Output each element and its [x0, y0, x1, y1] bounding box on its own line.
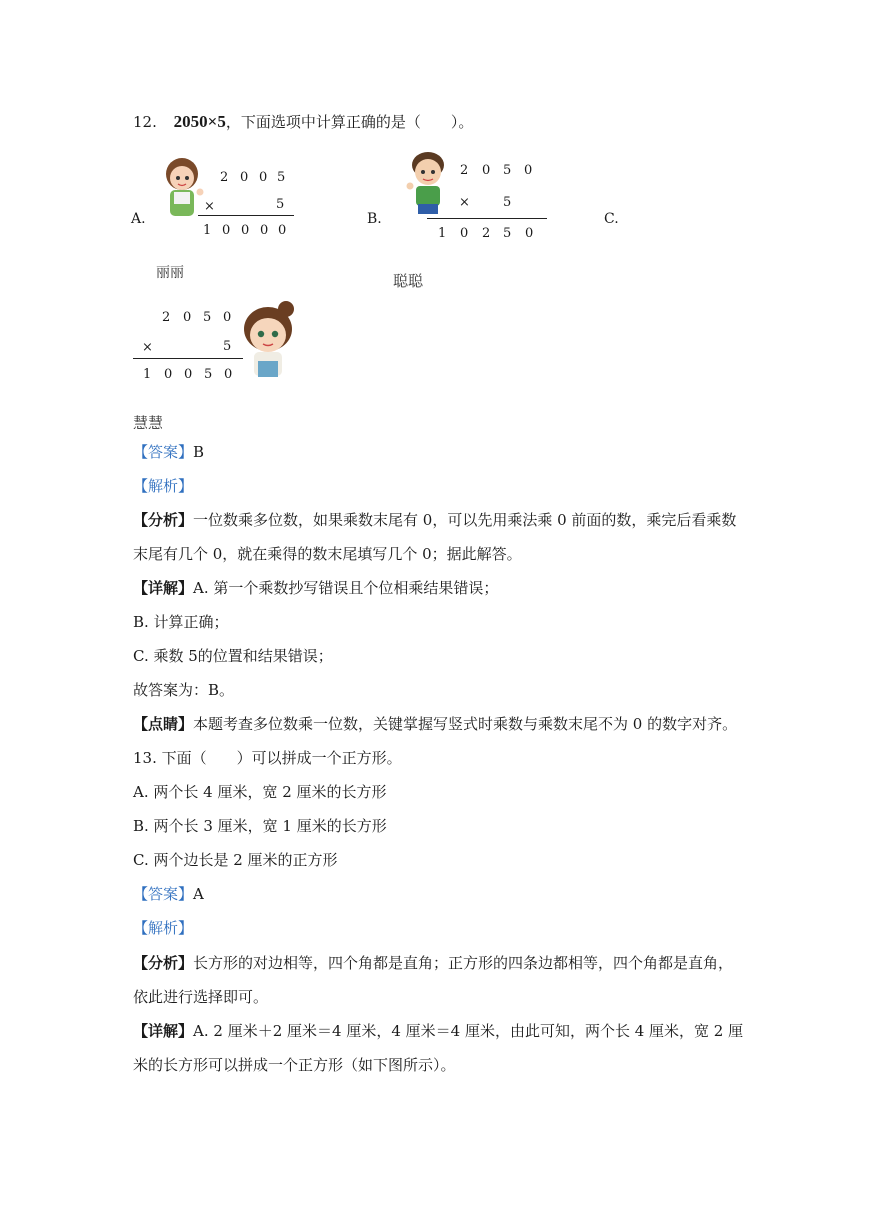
- calc-a-result-digit: 0: [278, 223, 287, 238]
- fenxi-tag: 【分析】: [133, 511, 194, 529]
- q12-answer: [133, 442, 204, 462]
- calc-a-top-digit: 0: [259, 170, 268, 185]
- calc-b-rule: [427, 218, 547, 219]
- calc-b-result-digit: 0: [460, 226, 469, 241]
- q12-xiangjie-line-1: [133, 578, 498, 598]
- q12-fenxi-line-2: 末尾有几个 0，就在乘得的数末尾填写几个 0；据此解答。: [133, 545, 522, 563]
- calc-c-result-digit: 5: [204, 367, 213, 382]
- q13-xiangjie-line-2: 米的长方形可以拼成一个正方形（如下图所示）。: [133, 1056, 456, 1074]
- calc-c-top-digit: 0: [183, 310, 192, 325]
- name-lili: 丽丽: [156, 265, 184, 281]
- calc-a-rule: [198, 215, 294, 216]
- calc-a-top-digit: 0: [240, 170, 249, 185]
- calc-a-result-digit: 0: [222, 223, 231, 238]
- fenxi-tag: 【分析】: [133, 954, 194, 972]
- calc-c-times-sign: ×: [142, 340, 153, 355]
- girl-huihui-illustration: [234, 299, 304, 381]
- q13-xiangjie-line-1: [133, 1021, 743, 1041]
- calc-a-result-digit: 0: [241, 223, 250, 238]
- answer-value: B: [193, 443, 205, 461]
- calc-b-top-digit: 2: [460, 163, 469, 178]
- calc-c-result-digit: 0: [224, 367, 233, 382]
- boy-congcong-illustration: [404, 148, 452, 216]
- calc-c-top-digit: 5: [203, 310, 212, 325]
- calc-c-result-digit: 0: [164, 367, 173, 382]
- calc-c-rule: [133, 358, 243, 359]
- calc-a-top-digit: 5: [277, 170, 286, 185]
- xiangjie-text: A. 2 厘米＋2 厘米＝4 厘米，4 厘米＝4 厘米，由此可知，两个长 4 厘米，宽 2 厘: [193, 1022, 744, 1040]
- q13-fenxi-line-1: [133, 953, 733, 973]
- q13-option-a: A. 两个长 4 厘米，宽 2 厘米的长方形: [133, 783, 387, 801]
- calc-c-result-digit: 1: [143, 367, 152, 382]
- answer-tag: 【答案】: [133, 443, 194, 461]
- fenxi-text: 一位数乘多位数，如果乘数末尾有 0，可以先用乘法乘 0 前面的数，乘完后看乘数: [193, 511, 737, 529]
- answer-value: A: [193, 885, 204, 903]
- q12-number: 12.: [133, 113, 157, 131]
- option-b-label: B.: [367, 211, 382, 227]
- q12-analysis-tag: 【解析】: [133, 477, 194, 495]
- calc-b-multiplier: 5: [503, 195, 512, 210]
- xiangjie-text: A. 第一个乘数抄写错误且个位相乘结果错误；: [193, 579, 499, 597]
- xiangjie-tag: 【详解】: [133, 1022, 194, 1040]
- girl-lili-illustration: [158, 156, 210, 218]
- calc-c-multiplier: 5: [223, 339, 232, 354]
- q13-analysis-tag: 【解析】: [133, 919, 194, 937]
- calc-a-multiplier: 5: [276, 197, 285, 212]
- calc-b-times-sign: ×: [459, 195, 470, 210]
- q13-fenxi-line-2: 依此进行选择即可。: [133, 988, 269, 1006]
- calc-b-result-digit: 2: [482, 226, 491, 241]
- q12-expression: 2050×5: [173, 112, 226, 131]
- dianjing-text: 本题考查多位数乘一位数，关键掌握写竖式时乘数与乘数末尾不为 0 的数字对齐。: [193, 715, 738, 733]
- q13-question: 13. 下面（ ）可以拼成一个正方形。: [133, 749, 402, 767]
- dianjing-tag: 【点睛】: [133, 715, 194, 733]
- calc-a-result-digit: 1: [203, 223, 212, 238]
- fenxi-text: 长方形的对边相等，四个角都是直角；正方形的四条边都相等，四个角都是直角，: [193, 954, 734, 972]
- option-c-label: C.: [604, 211, 619, 227]
- q12-question-text: ，下面选项中计算正确的是（ ）。: [225, 113, 474, 131]
- q13-option-c: C. 两个边长是 2 厘米的正方形: [133, 851, 338, 869]
- calc-c-top-digit: 2: [162, 310, 171, 325]
- q12-fenxi-line-1: [133, 510, 736, 530]
- q12-xiangjie-line-4: 故答案为：B。: [133, 681, 235, 699]
- calc-b-result-digit: 5: [503, 226, 512, 241]
- calc-b-top-digit: 0: [524, 163, 533, 178]
- q13-answer: [133, 884, 204, 904]
- answer-tag: 【答案】: [133, 885, 194, 903]
- calc-b-result-digit: 1: [438, 226, 447, 241]
- name-huihui: 慧慧: [133, 414, 164, 432]
- q12-dianjing: [133, 714, 737, 734]
- option-a-label: A.: [131, 211, 146, 227]
- calc-b-result-digit: 0: [525, 226, 534, 241]
- q12-xiangjie-line-3: C. 乘数 5的位置和结果错误；: [133, 647, 333, 665]
- name-congcong: 聪聪: [393, 272, 424, 290]
- calc-a-times-sign: ×: [204, 199, 215, 214]
- calc-b-top-digit: 5: [503, 163, 512, 178]
- q13-option-b: B. 两个长 3 厘米，宽 1 厘米的长方形: [133, 817, 387, 835]
- calc-a-top-digit: 2: [220, 170, 229, 185]
- calc-c-top-digit: 0: [223, 310, 232, 325]
- calc-a-result-digit: 0: [260, 223, 269, 238]
- calc-c-result-digit: 0: [184, 367, 193, 382]
- calc-b-top-digit: 0: [482, 163, 491, 178]
- xiangjie-tag: 【详解】: [133, 579, 194, 597]
- q12-xiangjie-line-2: B. 计算正确；: [133, 613, 229, 631]
- q12-question: [133, 112, 473, 132]
